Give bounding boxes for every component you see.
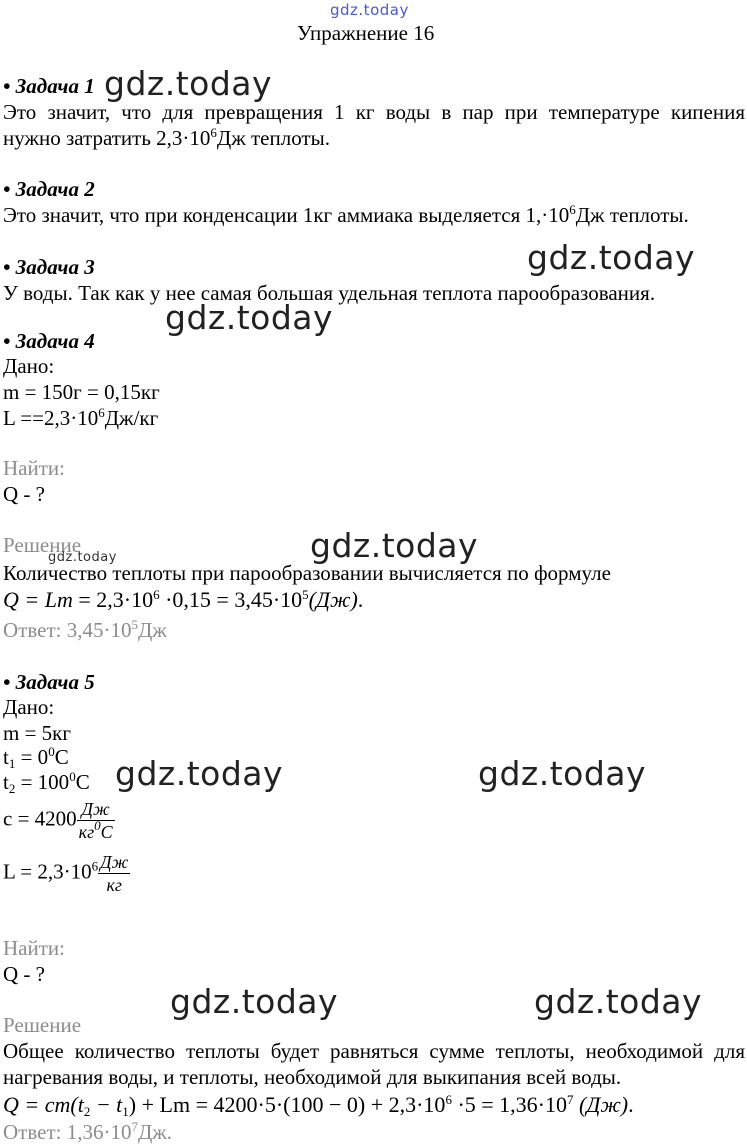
- task-2-text: Это значит, что при конденсации 1кг аммиака выделяется 1,·10: [3, 203, 570, 227]
- task-4-answer: [3, 618, 167, 643]
- task-4-L-text: L ==2,3·10: [3, 406, 99, 430]
- watermark: gdz.today: [310, 526, 479, 565]
- watermark-small: gdz.today: [48, 550, 117, 565]
- page-title: Упражнение 16: [297, 21, 435, 45]
- task-5-formula-exp1: 6: [445, 1092, 452, 1107]
- task-4-answer-text: Ответ: 3,45·10: [3, 618, 132, 642]
- task-5-mass: m = 5кг: [3, 721, 71, 745]
- task-2-title: Задача 2: [15, 177, 95, 201]
- task-5-formula: [3, 1092, 634, 1117]
- task-5-c-den-degree: 0: [94, 818, 101, 833]
- task-5-t1-degree: 0: [48, 744, 55, 759]
- task-2-line: [3, 203, 689, 228]
- task-5-L-exponent: 6: [91, 858, 99, 874]
- task-5-c-numerator: Дж: [77, 798, 115, 821]
- task-5-c-den-celsius: C: [100, 822, 113, 842]
- task-5-formula-part-b: − t: [90, 1092, 123, 1117]
- task-4-heat-constant: [3, 406, 158, 431]
- task-4-given-label: Дано:: [3, 354, 55, 378]
- task-5-formula-sub1: 1: [122, 1104, 129, 1119]
- task-4-L-unit: Дж/кг: [104, 406, 159, 430]
- task-3-heading: [3, 255, 95, 280]
- task-5-t1-symbol: t: [3, 745, 9, 769]
- task-5-formula-sub2: 2: [83, 1104, 91, 1119]
- task-4-find: Q - ?: [3, 482, 45, 506]
- task-5-t2-symbol: t: [3, 770, 9, 794]
- task-3-title: Задача 3: [15, 255, 95, 279]
- task-4-formula-exp1: 6: [153, 587, 160, 602]
- watermark-top: gdz.today: [330, 1, 409, 19]
- task-5-formula-exp2: 7: [567, 1092, 574, 1107]
- watermark: gdz.today: [115, 754, 284, 793]
- task-4-formula-lhs: Q = Lm: [3, 587, 73, 612]
- task-4-formula-unit: (Дж): [308, 587, 358, 612]
- task-5-solution-line-2: нагревания воды, и теплоты, необходимой для выкипания всей воды.: [3, 1065, 622, 1089]
- task-5-answer: [3, 1120, 172, 1145]
- task-5-answer-exponent: 7: [131, 1119, 138, 1134]
- task-5-t2-unit: C: [75, 770, 90, 794]
- task-1-heading: [3, 74, 95, 99]
- task-5-t2-value: = 100: [15, 770, 70, 794]
- task-5-solution-line-1: Общее количество теплоты будет равняться сумме теплоты, необходимой для: [3, 1039, 745, 1063]
- task-2-heading: [3, 177, 95, 202]
- task-5-answer-text: Ответ: 1,36·10: [3, 1120, 132, 1144]
- task-5-formula-part-a: Q = cm(t: [3, 1092, 84, 1117]
- watermark: gdz.today: [534, 982, 703, 1021]
- task-5-L-fraction: [98, 851, 130, 896]
- watermark: gdz.today: [527, 238, 696, 277]
- task-5-title: Задача 5: [15, 670, 95, 694]
- task-4-answer-exponent: 5: [131, 617, 138, 632]
- task-5-t1: [3, 745, 69, 770]
- task-1-line-2-end: Дж теплоты.: [216, 126, 330, 150]
- task-4-answer-unit: Дж: [137, 618, 167, 642]
- task-4-formula-mid: = 2,3·10: [72, 587, 154, 612]
- task-5-heading: [3, 670, 95, 695]
- task-5-c-fraction: [77, 798, 115, 843]
- task-5-formula-end: .: [628, 1092, 634, 1117]
- task-5-specific-heat: [3, 798, 115, 843]
- task-4-heading: [3, 329, 95, 354]
- task-5-find-label: Найти:: [3, 936, 65, 960]
- task-4-formula-exp2: 5: [302, 587, 309, 602]
- task-5-t2: [3, 770, 90, 795]
- task-4-solution-label: Решение: [3, 533, 82, 557]
- task-5-formula-unit: (Дж): [573, 1092, 629, 1117]
- task-5-t2-degree: 0: [69, 769, 76, 784]
- task-5-t1-index: 1: [8, 756, 16, 771]
- task-1-title: Задача 1: [15, 74, 95, 98]
- task-4-formula-mid2: ·0,15 = 3,45·10: [159, 587, 303, 612]
- bullet: •: [3, 74, 11, 98]
- bullet: •: [3, 329, 11, 353]
- watermark: gdz.today: [165, 298, 334, 337]
- task-1-exponent: 6: [210, 125, 217, 140]
- task-5-t2-index: 2: [8, 781, 16, 796]
- task-5-formula-part-c: ) + Lm = 4200·5·(100 − 0) + 2,3·10: [128, 1092, 446, 1117]
- task-3-line: У воды. Так как у нее самая большая удельная теплота парообразования.: [3, 281, 656, 305]
- bullet: •: [3, 255, 11, 279]
- task-5-L-denominator: кг: [106, 875, 122, 895]
- task-1-line-2: [3, 126, 330, 151]
- task-5-c-text: c = 4200: [3, 806, 77, 831]
- task-5-c-den-unit: кг: [78, 822, 95, 842]
- task-4-mass: m = 150г = 0,15кг: [3, 380, 160, 404]
- task-5-heat-constant: [3, 851, 130, 896]
- bullet: •: [3, 670, 11, 694]
- task-4-formula-end: .: [357, 587, 364, 612]
- task-5-c-denominator: [77, 818, 115, 843]
- task-2-exponent: 6: [569, 202, 576, 217]
- task-5-given-label: Дано:: [3, 695, 55, 719]
- bullet: •: [3, 177, 11, 201]
- task-5-solution-label: Решение: [3, 1013, 82, 1037]
- watermark: gdz.today: [478, 754, 647, 793]
- watermark: gdz.today: [170, 982, 339, 1021]
- task-2-text-end: Дж теплоты.: [575, 203, 689, 227]
- task-4-find-label: Найти:: [3, 456, 65, 480]
- task-4-solution-text: Количество теплоты при парообразовании вычисляется по формуле: [3, 561, 611, 585]
- task-5-t1-unit: C: [54, 745, 69, 769]
- task-5-L-text: L = 2,3·10: [3, 859, 92, 884]
- task-4-title: Задача 4: [15, 329, 95, 353]
- task-1-line-2-text: нужно затратить 2,3·10: [3, 126, 211, 150]
- task-4-formula: [3, 587, 363, 612]
- watermark: gdz.today: [104, 64, 273, 103]
- task-1-line-1: Это значит, что для превращения 1 кг воды в пар при температуре кипения: [3, 100, 745, 124]
- task-5-t1-value: = 0: [15, 745, 49, 769]
- task-5-find: Q - ?: [3, 962, 45, 986]
- task-5-formula-part-d: ·5 = 1,36·10: [451, 1092, 567, 1117]
- task-4-L-exponent: 6: [98, 405, 105, 420]
- task-5-answer-unit: Дж.: [137, 1120, 173, 1144]
- task-5-L-numerator: Дж: [100, 852, 129, 872]
